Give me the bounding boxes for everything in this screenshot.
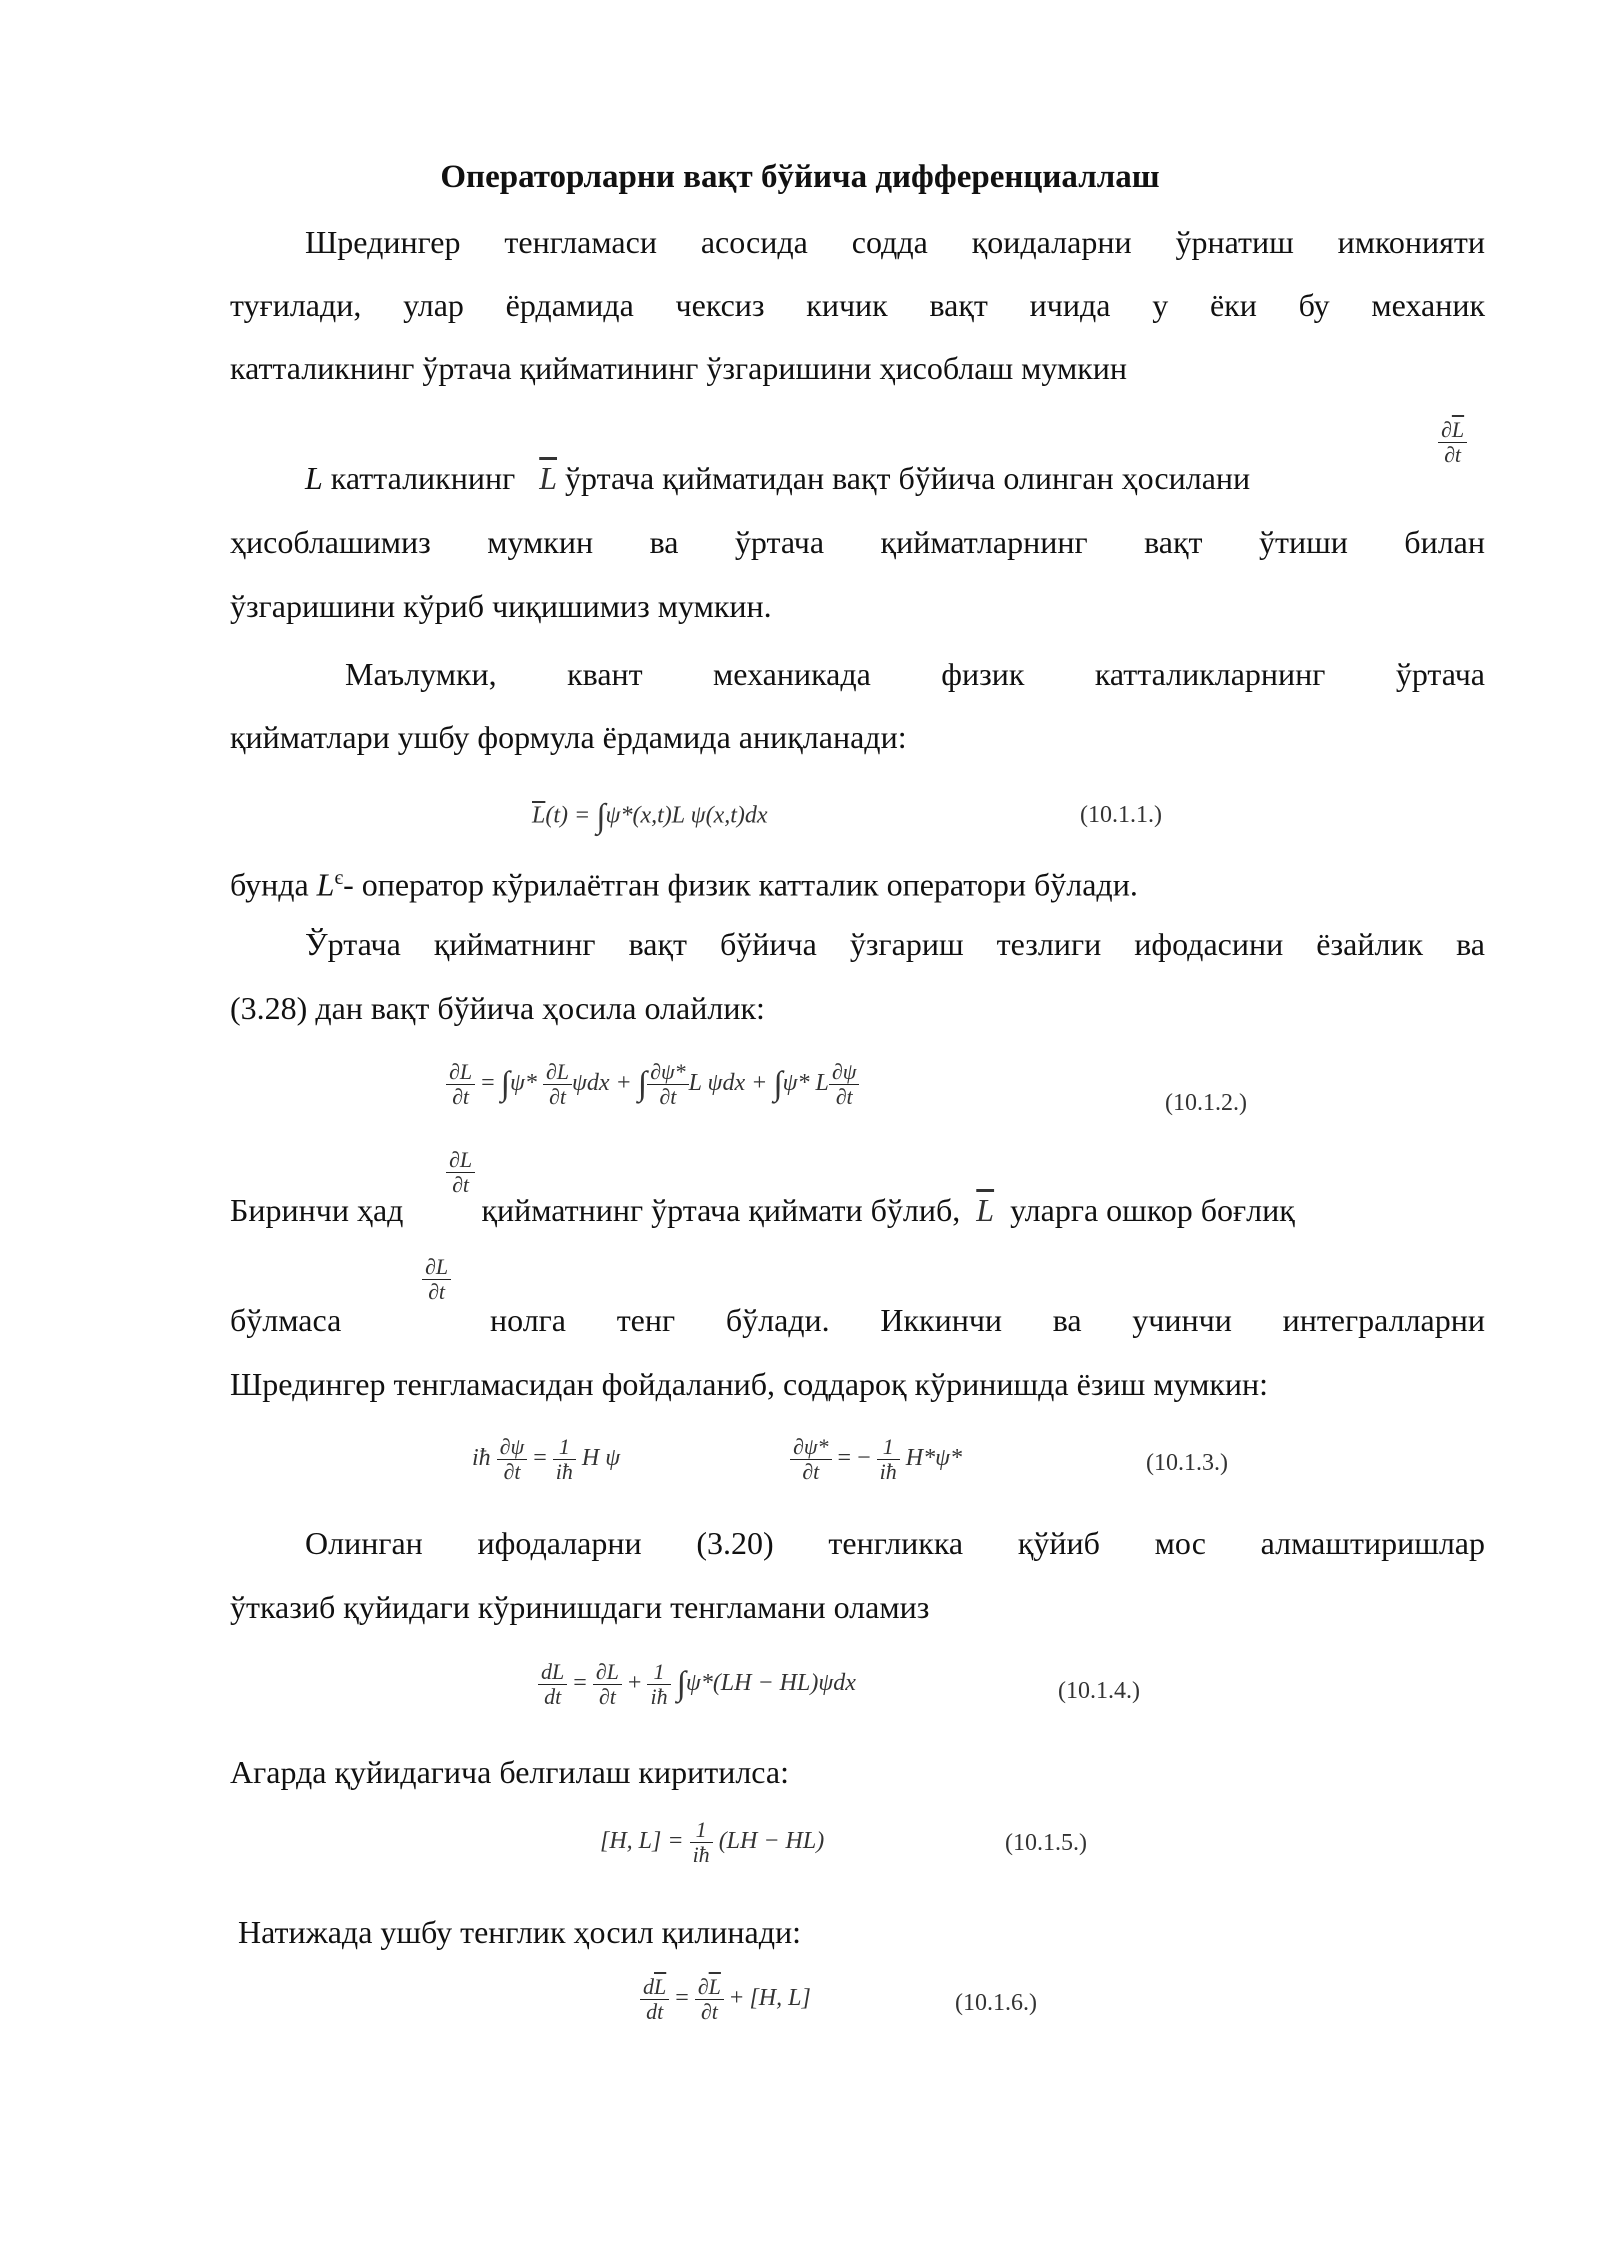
paragraph-7-line-1-rest: нолга тенг бўлади. Иккинчи ва учинчи интегралларни — [490, 1302, 1485, 1338]
integral-sign: ∫ — [596, 798, 606, 835]
equation-10-1-4: $\frac{dL}{dt}$ = $\frac{\partial L}{\partial t}$ + $\frac{1}{iħ}$ ∫ψ*(LH − HL)ψdx — [538, 1660, 856, 1709]
paragraph-2-line-1 — [305, 458, 1405, 498]
paragraph-8-line-2: ўтказиб қуйидаги кўринишдаги тенгламани оламиз — [230, 1589, 930, 1625]
symbol-L-bar: $\overline{L}$ — [539, 460, 558, 496]
fraction-dL-dt-inline-1: $\frac{\partial L}{\partial t}$ — [446, 1148, 475, 1197]
symbol-L: L — [316, 866, 335, 903]
equation-rhs: ψ*(x,t)L ψ(x,t)dx — [605, 802, 768, 829]
equation-number-4: (10.1.4.) — [1058, 1678, 1140, 1704]
equation-number-1: (10.1.1.) — [1080, 802, 1162, 828]
equation-10-1-5: [H, L] = $\frac{1}{iħ}$ (LH − HL) — [600, 1817, 825, 1867]
paragraph-8-line-1: Олинган ифодаларни (3.20) тенгликка қўйиб мос алмаштиришлар — [305, 1525, 1485, 1561]
paragraph-9: Агарда қуйидагича белгилаш киритилса: — [230, 1754, 789, 1790]
fraction-denominator: ∂t — [1444, 442, 1462, 467]
paragraph-6 — [230, 1190, 1485, 1230]
paragraph-7-line-2: Шредингер тенгламасидан фойдаланиб, соддароқ кўринишда ёзиш мумкин: — [230, 1366, 1268, 1402]
text-qiymat: қийматнинг ўртача қиймати бўлиб, — [481, 1192, 961, 1228]
paragraph-1-line-2: туғилади, улар ёрдамида чексиз кичик вақт ичида у ёки бу механик — [230, 287, 1485, 323]
equation-10-1-2: $\frac{\partial L}{\partial t}$ = ∫ψ* $\frac{\partial L}{\partial t}$ ψdx + ∫ $\frac{\partial\psi*}{\partial t}$ L ψdx + ∫ψ* L $\frac{\partial\psi}{\partial t}$ — [446, 1060, 859, 1109]
symbol-L: L — [305, 460, 323, 496]
paragraph-5-line-1: Ўртача қийматнинг вақт бўйича ўзгариш тезлиги ифодасини ёзайлик ва — [305, 926, 1485, 962]
text-kattalik: катталикнинг — [330, 460, 516, 496]
paragraph-1-line-1: Шредингер тенгламаси асосида содда қоидаларни ўрнатиш имконияти — [305, 224, 1485, 260]
fraction-dLbar-dt — [1438, 418, 1467, 467]
text-bunda: бунда — [230, 866, 317, 903]
paragraph-10: Натижада ушбу тенглик ҳосил қилинади: — [238, 1914, 802, 1950]
equation-number-2: (10.1.2.) — [1165, 1090, 1247, 1116]
text-urtacha: ўртача қийматидан вақт бўйича олинган ҳосилани — [565, 460, 1251, 496]
paragraph-4 — [230, 858, 1485, 905]
equation-number-3: (10.1.3.) — [1146, 1450, 1228, 1476]
paragraph-5-line-2: (3.28) дан вақт бўйича ҳосила олайлик: — [230, 990, 765, 1026]
text-bulmasa: бўлмаса — [230, 1302, 342, 1338]
section-title: Операторларни вақт бўйича дифференциаллаш — [440, 159, 1160, 195]
equation-lhs: (t) = — [545, 802, 597, 829]
paragraph-2-line-3: ўзгаришини кўриб чиқишимиз мумкин. — [230, 588, 772, 624]
paragraph-2-line-2: ҳисоблашимиз мумкин ва ўртача қийматларнинг вақт ўтиши билан — [230, 524, 1485, 560]
paragraph-3-line-1: Маълумки, квант механикада физик катталикларнинг ўртача — [345, 656, 1485, 692]
equation-number-6: (10.1.6.) — [955, 1990, 1037, 2016]
text-birinchi: Биринчи ҳад — [230, 1192, 404, 1228]
text-ularga: уларга ошкор боғлиқ — [1010, 1192, 1295, 1228]
equation-10-1-3-b: $\frac{\partial\psi*}{\partial t}$ = − $\frac{1}{iħ}$ H*ψ* — [790, 1435, 962, 1484]
text-operator: - оператор кўрилаётган физик катталик оператори бўлади. — [343, 866, 1138, 903]
symbol-L-bar: $\overline{L}$ — [532, 802, 546, 829]
symbol-L-bar: $\overline{L}$ — [976, 1192, 995, 1228]
equation-10-1-6: $\frac{d\overline{L}}{dt}$ = $\frac{\partial\overline{L}}{\partial t}$ + [H, L] — [640, 1975, 811, 2024]
equation-10-1-3-a: iħ $\frac{\partial\psi}{\partial t}$ = $\frac{1}{iħ}$ H ψ — [472, 1434, 621, 1484]
fraction-numerator: $\partial\overline{L}$ — [1438, 418, 1467, 443]
paragraph-1-line-3: катталикнинг ўртача қийматининг ўзгаришини ҳисоблаш мумкин — [230, 350, 1128, 386]
equation-10-1-1 — [532, 798, 768, 836]
fraction-dL-dt-inline-2: $\frac{\partial L}{\partial t}$ — [422, 1255, 451, 1304]
paragraph-3-line-2: қийматлари ушбу формула ёрдамида аниқланади: — [230, 719, 907, 755]
superscript-epsilon: є — [334, 867, 344, 889]
equation-number-5: (10.1.5.) — [1005, 1830, 1087, 1856]
